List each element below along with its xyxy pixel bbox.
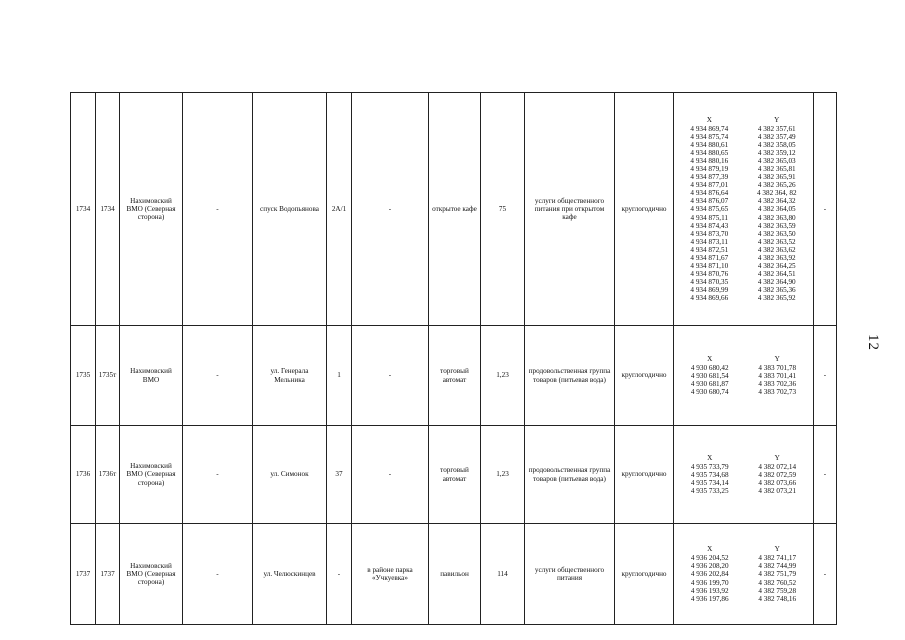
coordinate-value: 4 382 365,26 — [757, 181, 796, 190]
coordinate-value: 4 382 365,91 — [757, 173, 796, 182]
specialization: услуги общественного питания — [525, 524, 615, 625]
coordinate-value: 4 934 880,16 — [690, 157, 729, 166]
y-label: Y — [774, 453, 780, 462]
district: Нахимовский ВМО (Северная сторона) — [120, 426, 183, 524]
coordinate-value: 4 382 073,66 — [758, 479, 797, 488]
landmark: - — [352, 93, 429, 326]
coordinate-value: 4 382 364,90 — [757, 278, 796, 287]
coordinate-value: 4 935 734,14 — [690, 479, 729, 488]
table-row — [71, 93, 837, 326]
coordinates — [674, 426, 814, 524]
coordinate-value: 4 382 363,62 — [757, 245, 796, 254]
period: круглогодично — [615, 326, 674, 426]
coordinate-value: 4 934 874,43 — [690, 221, 729, 230]
district: Нахимовский ВМО (Северная сторона) — [120, 93, 183, 326]
house-number: 37 — [327, 426, 352, 524]
coordinate-value: 4 934 871,67 — [690, 253, 729, 262]
coordinate-value: 4 382 357,49 — [757, 132, 796, 141]
scheme-number: 1734 — [96, 93, 120, 326]
row-number: 1735 — [71, 326, 96, 426]
area: 114 — [481, 524, 525, 625]
coordinate-value: 4 934 877,01 — [690, 181, 729, 190]
coordinate-value: 4 382 364,51 — [757, 269, 796, 278]
y-coordinates — [757, 125, 797, 302]
coordinate-value: 4 382 365,36 — [757, 286, 796, 295]
coordinate-value: 4 934 870,35 — [690, 278, 729, 287]
y-label: Y — [774, 354, 780, 363]
coordinate-value: 4 382 363,52 — [757, 237, 796, 246]
y-column — [758, 355, 796, 396]
x-coordinates — [690, 125, 728, 302]
x-column — [691, 355, 729, 396]
y-coordinates — [758, 554, 796, 602]
x-label: X — [707, 453, 713, 462]
table-row — [71, 524, 837, 625]
object-type: павильон — [429, 524, 481, 625]
y-coordinates — [758, 364, 796, 396]
note: - — [814, 524, 837, 625]
coordinate-value: 4 934 877,39 — [690, 173, 729, 182]
period: круглогодично — [615, 426, 674, 524]
coordinate-value: 4 382 364,05 — [757, 205, 796, 214]
coordinate-value: 4 382 363,59 — [757, 221, 796, 230]
y-column — [757, 116, 797, 302]
coordinate-value: 4 382 760,52 — [758, 578, 797, 587]
y-label: Y — [774, 115, 780, 124]
coordinate-value: 4 934 875,11 — [690, 213, 729, 222]
x-column — [691, 454, 729, 495]
x-label: X — [707, 354, 713, 363]
area: 1,23 — [481, 426, 525, 524]
coordinate-value: 4 935 734,68 — [690, 470, 729, 479]
y-label: Y — [774, 545, 780, 554]
coordinate-value: 4 934 872,51 — [690, 245, 729, 254]
row-number: 1734 — [71, 93, 96, 326]
coordinate-value: 4 383 702,73 — [758, 388, 797, 397]
landmark: в районе парка «Учкуевка» — [352, 524, 429, 625]
house-number: - — [327, 524, 352, 625]
object-type: торговый автомат — [429, 426, 481, 524]
coordinate-value: 4 382 365,81 — [757, 165, 796, 174]
coordinate-value: 4 934 873,70 — [690, 229, 729, 238]
note: - — [814, 326, 837, 426]
coordinate-value: 4 930 681,54 — [690, 371, 729, 380]
coordinate-value: 4 935 733,79 — [690, 462, 729, 471]
coordinate-value: 4 934 880,65 — [690, 149, 729, 158]
coordinate-value: 4 383 702,36 — [758, 380, 797, 389]
object-type: торговый автомат — [429, 326, 481, 426]
street: спуск Водопьянова — [253, 93, 327, 326]
coordinates — [674, 326, 814, 426]
coordinate-value: 4 934 875,65 — [690, 205, 729, 214]
coordinate-value: 4 934 869,66 — [690, 294, 729, 303]
coordinate-value: 4 930 681,87 — [690, 380, 729, 389]
coordinate-value: 4 382 741,17 — [758, 554, 797, 563]
registry-table — [70, 92, 837, 625]
coordinate-value: 4 934 871,10 — [690, 261, 729, 270]
coordinate-value: 4 936 208,20 — [690, 562, 729, 571]
coordinate-value: 4 382 363,80 — [757, 213, 796, 222]
scheme-number: 1735т — [96, 326, 120, 426]
coordinate-value: 4 382 359,12 — [757, 149, 796, 158]
house-number: 1 — [327, 326, 352, 426]
x-coordinates — [691, 463, 729, 495]
coordinate-value: 4 382 365,92 — [757, 294, 796, 303]
x-label: X — [707, 545, 713, 554]
house-number: 2А/1 — [327, 93, 352, 326]
table-row — [71, 326, 837, 426]
street: ул. Генерала Мельника — [253, 326, 327, 426]
coordinate-value: 4 934 880,61 — [690, 140, 729, 149]
coordinate-value: 4 383 701,78 — [758, 363, 797, 372]
coordinate-value: 4 382 364,32 — [757, 197, 796, 206]
x-column — [691, 545, 729, 602]
scheme-number: 1736т — [96, 426, 120, 524]
coordinate-value: 4 382 751,79 — [758, 570, 797, 579]
area: 1,23 — [481, 326, 525, 426]
row-number: 1736 — [71, 426, 96, 524]
row-number: 1737 — [71, 524, 96, 625]
coordinate-value: 4 935 733,25 — [690, 487, 729, 496]
coordinate-value: 4 934 879,19 — [690, 165, 729, 174]
coordinate-value: 4 382 357,61 — [757, 124, 796, 133]
x-column — [690, 116, 728, 302]
coordinate-value: 4 382 748,16 — [758, 594, 797, 603]
coordinate-value: 4 936 199,70 — [690, 578, 729, 587]
coordinate-value: 4 382 363,92 — [757, 253, 796, 262]
coordinate-value: 4 382 358,05 — [757, 140, 796, 149]
column-4: - — [183, 326, 253, 426]
coordinate-value: 4 382 365,03 — [757, 157, 796, 166]
table-row — [71, 426, 837, 524]
coordinate-value: 4 936 193,92 — [690, 586, 729, 595]
note: - — [814, 426, 837, 524]
note: - — [814, 93, 837, 326]
coordinate-value: 4 382 364,25 — [757, 261, 796, 270]
coordinate-value: 4 934 875,74 — [690, 132, 729, 141]
column-4: - — [183, 426, 253, 524]
coordinate-value: 4 934 876,64 — [690, 189, 729, 198]
y-column — [758, 454, 796, 495]
coordinate-value: 4 382 073,21 — [758, 487, 797, 496]
coordinates — [674, 524, 814, 625]
x-coordinates — [691, 364, 729, 396]
street: ул. Челюскинцев — [253, 524, 327, 625]
coordinate-value: 4 934 873,11 — [690, 237, 729, 246]
landmark: - — [352, 326, 429, 426]
coordinate-value: 4 936 204,52 — [690, 554, 729, 563]
period: круглогодично — [615, 93, 674, 326]
coordinate-value: 4 934 876,07 — [690, 197, 729, 206]
specialization: услуги общественного питания при открытом кафе — [525, 93, 615, 326]
coordinate-value: 4 382 072,59 — [758, 470, 797, 479]
page-number: 12 — [865, 334, 881, 351]
coordinate-value: 4 382 072,14 — [758, 462, 797, 471]
coordinate-value: 4 383 701,41 — [758, 371, 797, 380]
object-type: открытое кафе — [429, 93, 481, 326]
x-label: X — [706, 115, 712, 124]
period: круглогодично — [615, 524, 674, 625]
coordinate-value: 4 936 202,84 — [690, 570, 729, 579]
coordinate-value: 4 934 869,74 — [690, 124, 729, 133]
coordinates — [674, 93, 814, 326]
coordinate-value: 4 382 744,99 — [758, 562, 797, 571]
coordinate-value: 4 934 869,99 — [690, 286, 729, 295]
column-4: - — [183, 524, 253, 625]
district: Нахимовский ВМО (Северная сторона) — [120, 524, 183, 625]
district: Нахимовский ВМО — [120, 326, 183, 426]
coordinate-value: 4 382 363,50 — [757, 229, 796, 238]
coordinate-value: 4 936 197,86 — [690, 594, 729, 603]
y-column — [758, 545, 796, 602]
coordinate-value: 4 934 870,76 — [690, 269, 729, 278]
column-4: - — [183, 93, 253, 326]
specialization: продовольственная группа товаров (питьевая вода) — [525, 426, 615, 524]
landmark: - — [352, 426, 429, 524]
coordinate-value: 4 930 680,42 — [690, 363, 729, 372]
street: ул. Симонок — [253, 426, 327, 524]
specialization: продовольственная группа товаров (питьевая вода) — [525, 326, 615, 426]
coordinate-value: 4 930 680,74 — [690, 388, 729, 397]
x-coordinates — [691, 554, 729, 602]
scheme-number: 1737 — [96, 524, 120, 625]
coordinate-value: 4 382 364, 82 — [757, 189, 797, 198]
y-coordinates — [758, 463, 796, 495]
coordinate-value: 4 382 759,28 — [758, 586, 797, 595]
area: 75 — [481, 93, 525, 326]
